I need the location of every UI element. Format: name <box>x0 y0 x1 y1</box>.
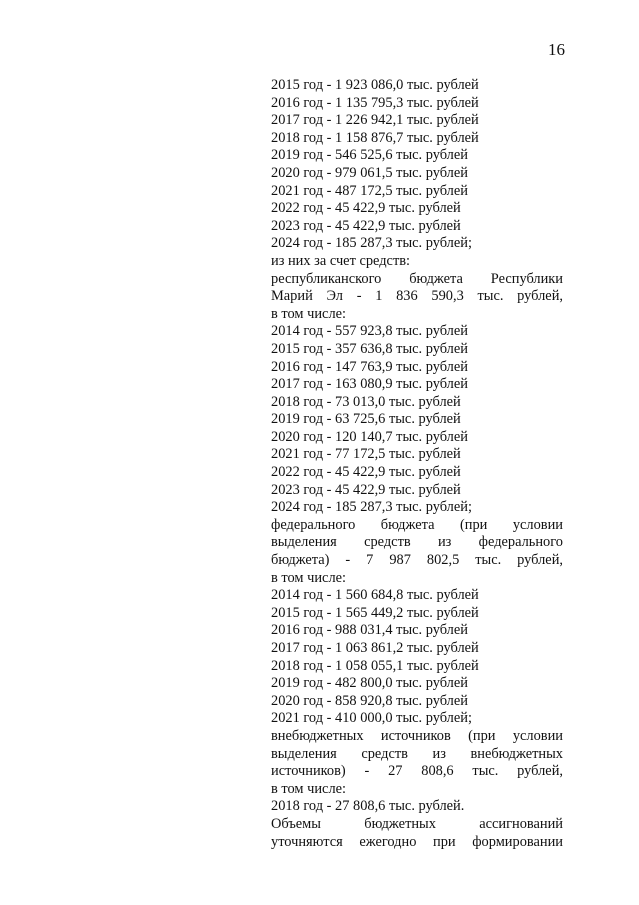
text-line: 2021 год - 77 172,5 тыс. рублей <box>271 446 461 463</box>
text-line: 2015 год - 357 636,8 тыс. рублей <box>271 340 468 357</box>
text-line: 2014 год - 1 560 684,8 тыс. рублей <box>271 587 479 604</box>
text-line: Марий Эл - 1 836 590,3 тыс. рублей, <box>271 288 563 305</box>
text-line: 2015 год - 1 923 086,0 тыс. рублей <box>271 77 479 93</box>
text-line: 2016 год - 988 031,4 тыс. рублей <box>271 622 468 639</box>
text-line: 2019 год - 482 800,0 тыс. рублей <box>271 675 468 692</box>
text-line: бюджета) - 7 987 802,5 тыс. рублей, <box>271 552 563 569</box>
text-line: 2017 год - 1 063 861,2 тыс. рублей <box>271 640 479 656</box>
text-line: республиканского бюджета Республики <box>271 270 563 287</box>
text-line: 2018 год - 1 158 876,7 тыс. рублей <box>271 129 479 146</box>
text-line: источников) - 27 808,6 тыс. рублей, <box>271 763 563 780</box>
text-line: 2024 год - 185 287,3 тыс. рублей; <box>271 235 472 252</box>
text-line: 2019 год - 63 725,6 тыс. рублей <box>271 411 461 428</box>
text-line: в том числе: <box>271 305 347 322</box>
text-line: Объемы бюджетных ассигнований <box>271 815 563 832</box>
text-line: 2019 год - 546 525,6 тыс. рублей <box>271 147 468 164</box>
text-line: выделения средств из внебюджетных <box>271 745 563 762</box>
text-line: 2016 год - 1 135 795,3 тыс. рублей <box>271 94 479 111</box>
text-line: 2021 год - 487 172,5 тыс. рублей <box>271 182 468 199</box>
text-line: из них за счет средств: <box>271 252 411 269</box>
text-line: 2017 год - 1 226 942,1 тыс. рублей <box>271 112 479 129</box>
text-line: 2023 год - 45 422,9 тыс. рублей <box>271 217 461 234</box>
text-line: 2024 год - 185 287,3 тыс. рублей; <box>271 499 472 516</box>
text-line: 2016 год - 147 763,9 тыс. рублей <box>271 358 468 375</box>
text-line: федерального бюджета (при условии <box>271 516 563 533</box>
text-line: 2020 год - 858 920,8 тыс. рублей <box>271 692 468 709</box>
text-line: 2018 год - 27 808,6 тыс. рублей. <box>271 798 465 815</box>
text-line: в том числе: <box>271 780 347 797</box>
text-line: в том числе: <box>271 569 347 586</box>
text-line: 2014 год - 557 923,8 тыс. рублей <box>271 323 468 340</box>
text-line: 2021 год - 410 000,0 тыс. рублей; <box>271 710 472 727</box>
text-line: выделения средств из федерального <box>271 534 563 551</box>
text-line: внебюджетных источников (при условии <box>271 727 563 744</box>
text-line: уточняются ежегодно при формировании <box>271 833 563 850</box>
text-line: 2018 год - 73 013,0 тыс. рублей <box>271 393 461 410</box>
page-number: 16 <box>548 40 565 59</box>
text-line: 2023 год - 45 422,9 тыс. рублей <box>271 481 461 498</box>
text-line: 2020 год - 120 140,7 тыс. рублей <box>271 428 468 445</box>
text-line: 2018 год - 1 058 055,1 тыс. рублей <box>271 657 479 674</box>
document-text-column <box>271 77 563 851</box>
text-line: 2020 год - 979 061,5 тыс. рублей <box>271 164 468 181</box>
text-line: 2022 год - 45 422,9 тыс. рублей <box>271 464 461 481</box>
text-line: 2022 год - 45 422,9 тыс. рублей <box>271 200 461 217</box>
text-line: 2015 год - 1 565 449,2 тыс. рублей <box>271 604 479 621</box>
text-line: 2017 год - 163 080,9 тыс. рублей <box>271 376 468 393</box>
